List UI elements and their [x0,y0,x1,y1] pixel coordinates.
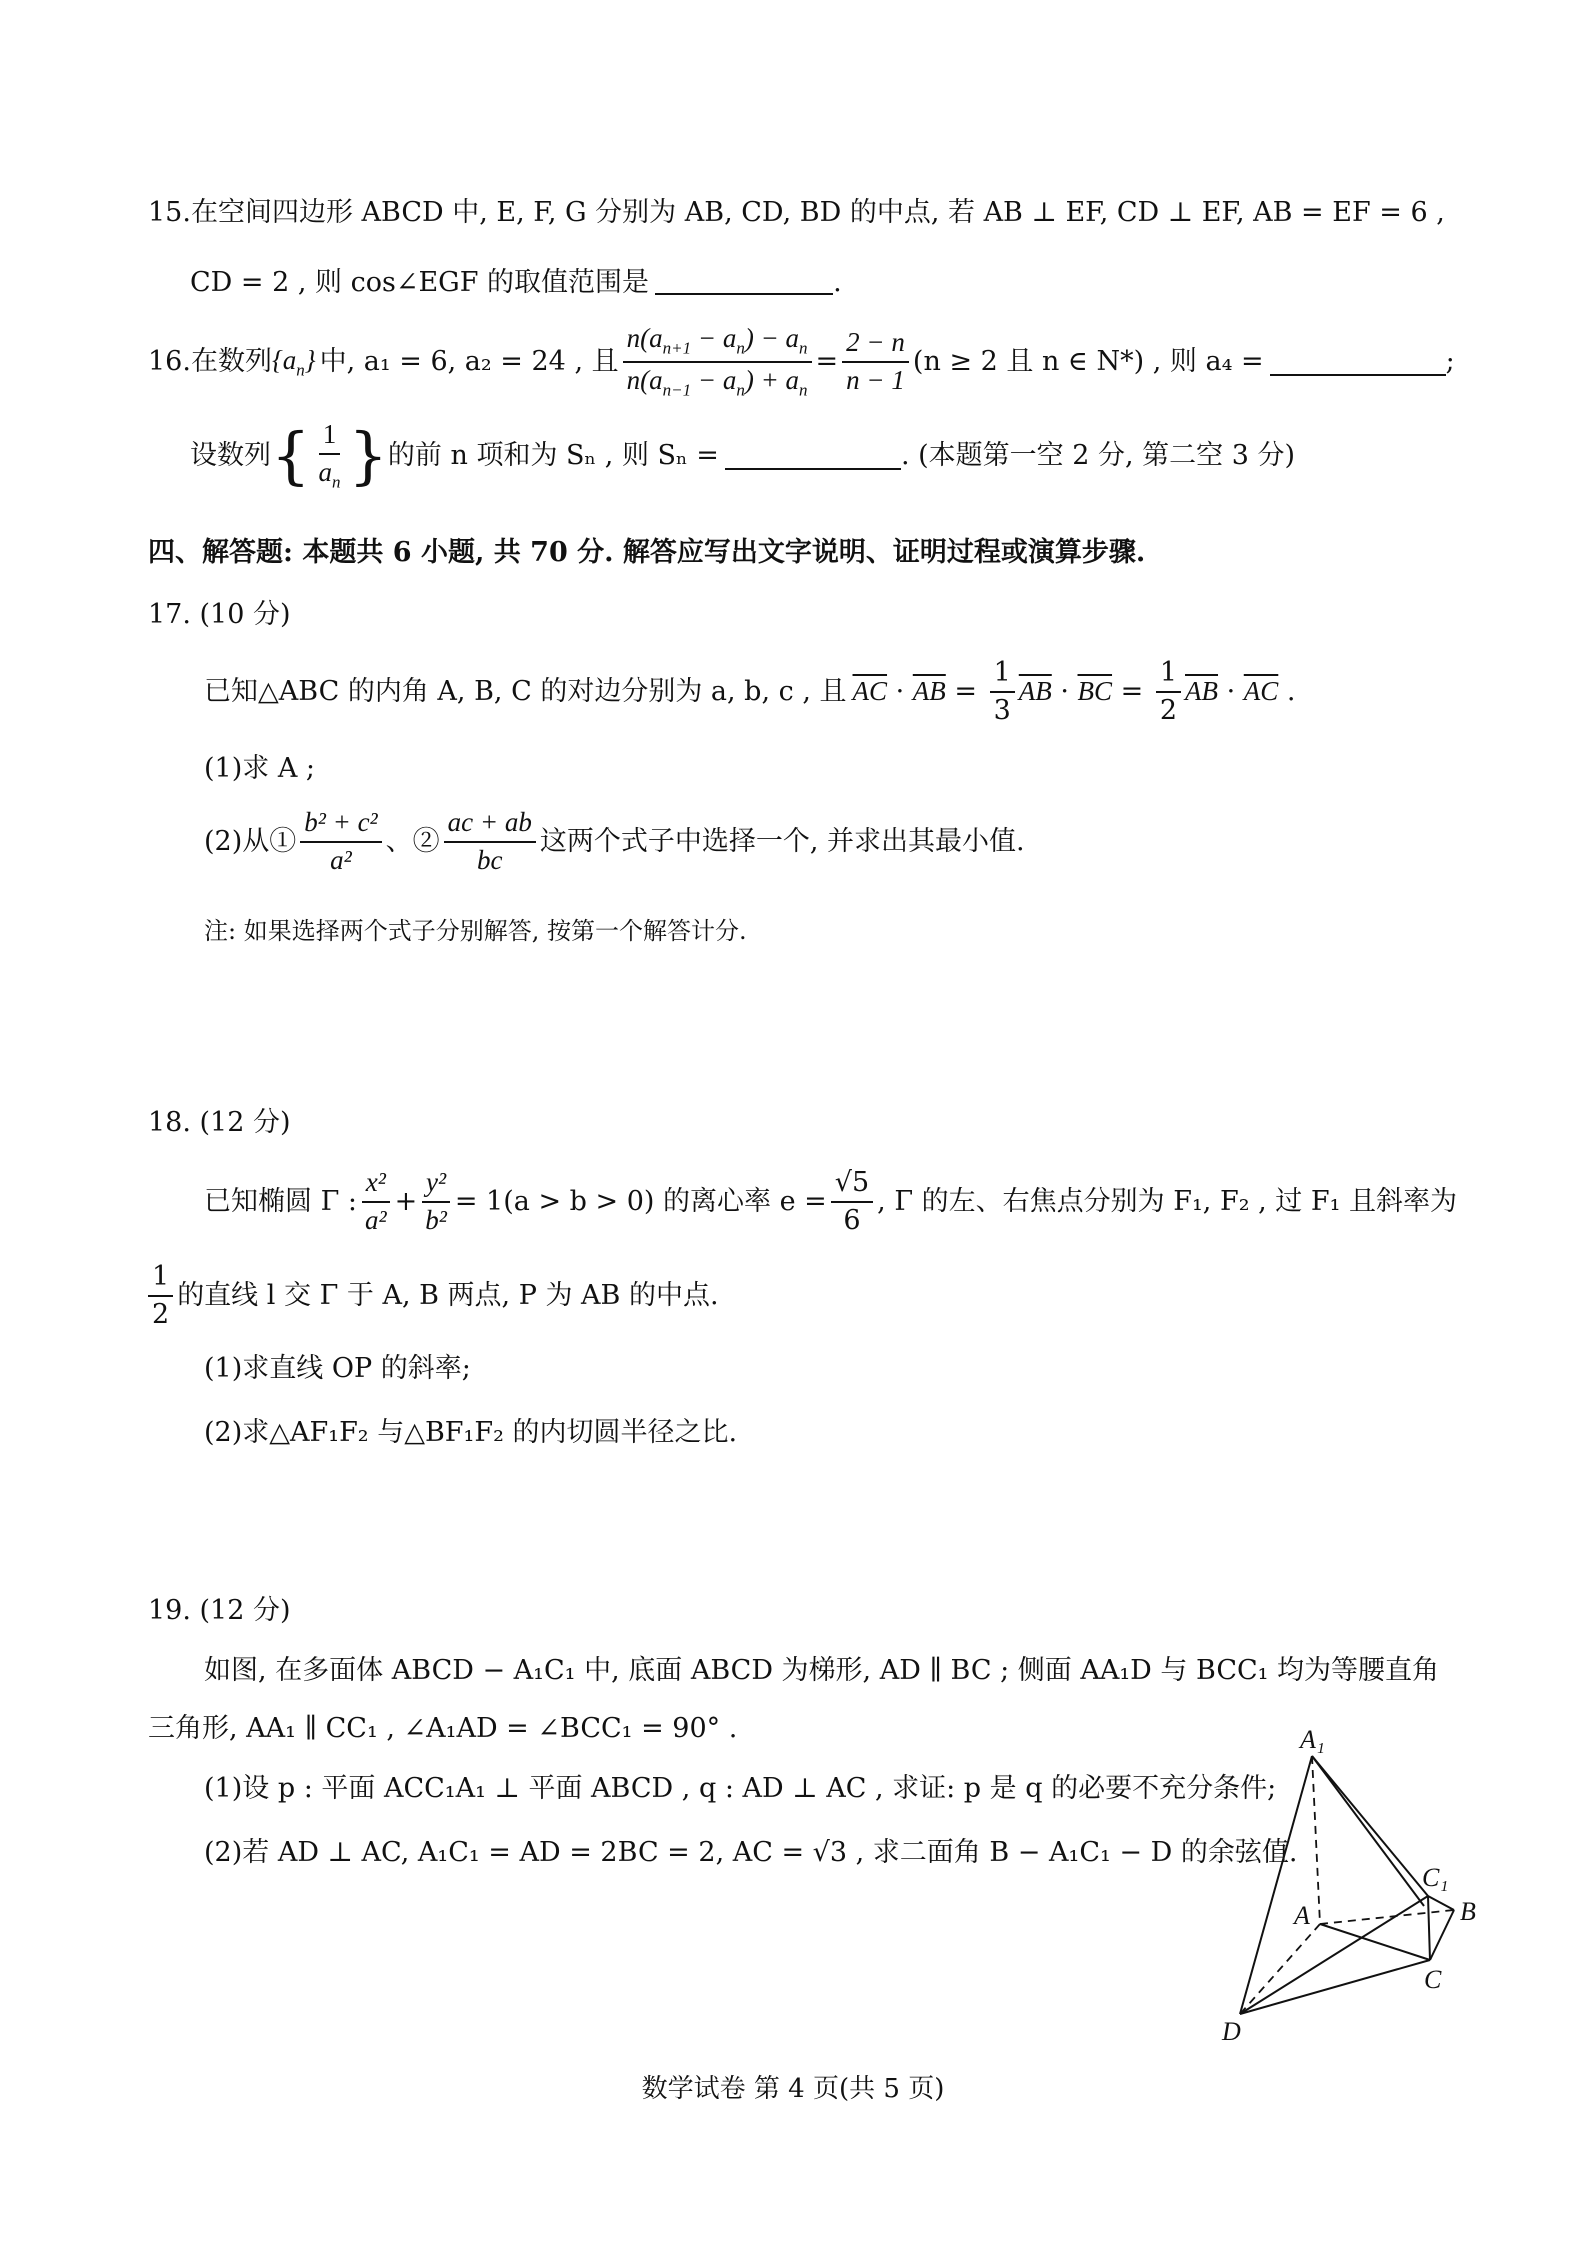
q19-line1: 如图, 在多面体 ABCD − A₁C₁ 中, 底面 ABCD 为梯形, AD ∥ BC ; 侧面 AA₁D 与 BCC₁ 均为等腰直角 [204,1655,1440,1686]
q16-line2-pre: 设数列 [190,440,271,471]
section-4-heading: 四、解答题: 本题共 6 小题, 共 70 分. 解答应写出文字说明、证明过程或演算步骤. [148,537,1146,568]
q17-heading: 17. (10 分) [148,599,291,630]
polyhedron-figure [1200,1720,1500,2040]
q15-text: 在空间四边形 ABCD 中, E, F, G 分别为 AB, CD, BD 的中点, 若 AB ⊥ EF, CD ⊥ EF, AB = EF = 6 , [190,197,1445,228]
page-footer: 数学试卷 第 4 页(共 5 页) [641,2074,945,2104]
q16-answer-blank-1[interactable] [1270,348,1446,376]
label-c: C [1424,1965,1442,1994]
q17-part2: (2)从① $\frac{\text{b² + c²}}{\text{a²}}$ 、② $\frac{ac + ab}{bc}$ 这两个式子中选择一个, 并求出其最小值. [204,807,1025,875]
q18-line2: $\frac{1}{2}$ 的直线 l 交 Γ 于 A, B 两点, P 为 AB 的中点. [148,1262,719,1329]
q18-part2: (2)求△AF₁F₂ 与△BF₁F₂ 的内切圆半径之比. [204,1417,738,1448]
q15-answer-blank[interactable] [655,267,833,295]
q18-part1: (1)求直线 OP 的斜率; [204,1353,471,1384]
q16-line2-post: . (本题第一空 2 分, 第二空 3 分) [900,440,1296,471]
label-c1: C₁ [1422,1863,1449,1892]
q15-line2 [190,266,842,300]
q16-condition: (n ≥ 2 且 n ∈ N*) , 则 a₄ = [912,346,1264,378]
q17-part1: (1)求 A ; [204,753,316,784]
q16-fraction-2: $\frac{2 - n}{n - 1}$ [842,328,909,395]
q19-part1: (1)设 p : 平面 ACC₁A₁ ⊥ 平面 ABCD , q : AD ⊥ AC , 求证: p 是 q 的必要不充分条件; [204,1773,1277,1804]
q16-number: 16. [148,346,191,378]
q19-line2: 三角形, AA₁ ∥ CC₁ , ∠A₁AD = ∠BCC₁ = 90° . [148,1713,738,1744]
q17-stem: 已知△ABC 的内角 A, B, C 的对边分别为 a, b, c , 且 $\overline{AC}$ · $\overline{AB}$ = $\frac{1}{3}$ $\overline{AB}$ · $\overline{BC}$ = $\frac{1}{2}$ $\overline{AB}$ · $\overline{AC}$ . [204,657,1296,726]
q15-line1 [148,196,1445,230]
label-b: B [1460,1897,1476,1926]
q16-semicolon: ; [1445,346,1455,378]
q16-reciprocal-fraction: $\frac{1}{a_n}$ [318,419,341,492]
q16-seq: $\{a_n\}$ [271,344,316,380]
label-a: A [1294,1901,1310,1930]
q16-pre: 在数列 [190,346,272,378]
label-d: D [1222,2017,1241,2040]
q18-heading: 18. (12 分) [148,1107,291,1138]
q15-number: 15. [148,197,191,228]
q16-mid: 中, a₁ = 6, a₂ = 24 , 且 [319,346,619,378]
q15-text-2: CD = 2 , 则 cos∠EGF 的取值范围是 [190,267,650,298]
q17-note: 注: 如果选择两个式子分别解答, 按第一个解答计分. [204,917,747,945]
label-a1: A₁ [1300,1725,1325,1754]
q15-period: . [833,267,842,298]
q16-line2-mid: 的前 n 项和为 Sₙ , 则 Sₙ = [387,440,719,471]
q19-part2: (2)若 AD ⊥ AC, A₁C₁ = AD = 2BC = 2, AC = √3 , 求二面角 B − A₁C₁ − D 的余弦值. [204,1837,1298,1868]
q19-heading: 19. (12 分) [148,1595,291,1626]
q16-fraction-1: $\frac{n(a_{n+1} - a_n) - a_n}{n(a_{n-1} - a_n) + a_n}$ [623,324,812,400]
q16-answer-blank-2[interactable] [725,442,901,470]
q16-line2: 设数列 { $\frac{1}{a_n}$ } 的前 n 项和为 Sₙ , 则 Sₙ = . (本题第一空 2 分, 第二空 3 分) [190,418,1296,492]
q16-line1: 16. 在数列 $\{a_n\}$ 中, a₁ = 6, a₂ = 24 , 且 $\frac{n(a_{n+1} - a_n) - a_n}{n(a_{n-1} - a_n) + a_n}$ = $\frac{2 - n}{n - 1}$ (n ≥ 2 且 n ∈ N*) , 则 a₄ = ; [148,323,1455,400]
q18-stem: 已知椭圆 Γ : $\frac{\text{x²}}{\text{a²}}$ + $\frac{\text{y²}}{\text{b²}}$ = 1(a > b > 0) 的离心率 e = $\frac{√5}{6}$ , Γ 的左、右焦点分别为 F₁, F₂ , 过 F₁ 且斜率为 [204,1167,1457,1236]
